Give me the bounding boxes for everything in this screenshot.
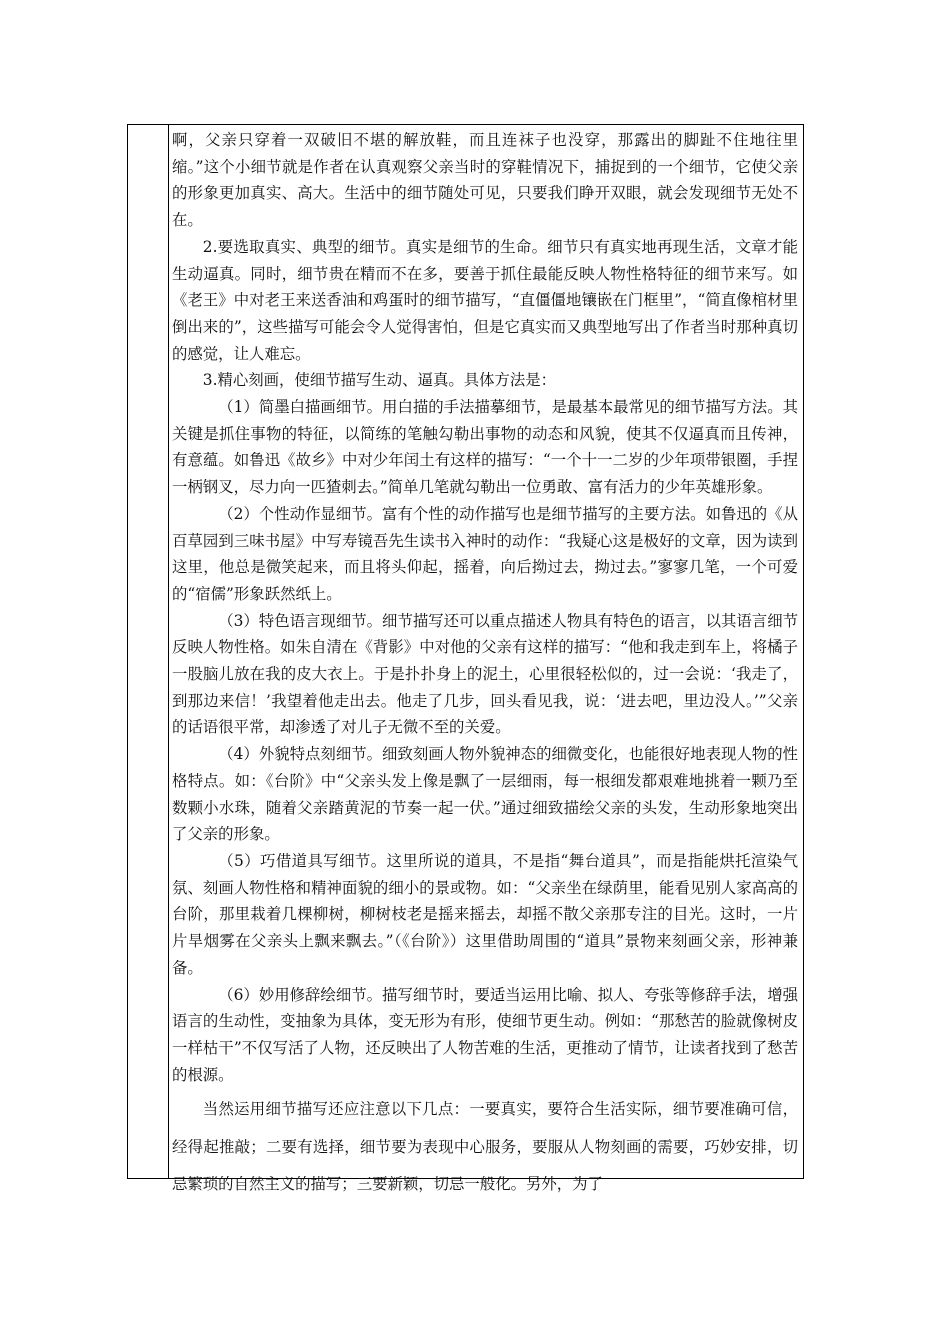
content-table [127, 124, 804, 1194]
paragraph: 2.要选取真实、典型的细节。真实是细节的生命。细节只有真实地再现生活，文章才能生动逼真。同时，细节贵在精而不在多，要善于抓住最能反映人物性格特征的细节来写。如《老王》中对老王来送香油和鸡蛋时的细节描写，“直僵僵地镶嵌在门框里”，“简直像棺材里倒出来的”，这些描写可能会令人觉得害怕，但是它真实而又典型地写出了作者当时那种真切的感觉，让人难忘。 [172, 237, 798, 363]
paragraph: （5）巧借道具写细节。这里所说的道具，不是指“舞台道具”，而是指能烘托渲染气氛、刻画人物性格和精神面貌的细小的景或物。如：“父亲坐在绿荫里，能看见别人家高高的台阶，那里栽着几棵柳树，柳树枝老是摇来摇去，却摇不散父亲那专注的目光。这时，一片片旱烟雾在父亲头上飘来飘去。”（《台阶》）这里借助周围的“道具”景物来刻画父亲，形神兼备。 [172, 851, 798, 977]
paragraph: （1）简墨白描画细节。用白描的手法描摹细节，是最基本最常见的细节描写方法。其关键是抓住事物的特征，以简练的笔触勾勒出事物的动态和风貌，使其不仅逼真而且传神，有意蕴。如鲁迅《故乡》中对少年闰土有这样的描写：“一个十一二岁的少年项带银圈，手捏一柄钢叉，尽力向一匹猹刺去。”简单几笔就勾勒出一位勇敢、富有活力的少年英雄形象。 [172, 398, 798, 497]
paragraph: （2）个性动作显细节。富有个性的动作描写也是细节描写的主要方法。如鲁迅的《从百草园到三味书屋》中写寿镜吾先生读书入神时的动作：“我疑心这是极好的文章，因为读到这里，他总是微笑起来，而且将头仰起，摇着，向后拗过去，拗过去。”寥寥几笔，一个可爱的“宿儒”形象跃然纸上。 [172, 504, 798, 603]
paragraph: 当然运用细节描写还应注意以下几点：一要真实，要符合生活实际，细节要准确可信，经得起推敲；二要有选择，细节要为表现中心服务，要服从人物刻画的需要，巧妙安排，切忌繁琐的自然主义的描写；三要新颖，切忌一般化。另外，为了 [172, 1100, 798, 1194]
content-cell [172, 127, 798, 1204]
paragraph: 啊，父亲只穿着一双破旧不堪的解放鞋，而且连袜子也没穿，那露出的脚趾不住地往里缩。”这个小细节就是作者在认真观察父亲当时的穿鞋情况下，捕捉到的一个细节，它使父亲的形象更加真实、高大。生活中的细节随处可见，只要我们睁开双眼，就会发现细节无处不在。 [172, 131, 798, 230]
paragraph: （3）特色语言现细节。细节描写还可以重点描述人物具有特色的语言，以其语言细节反映人物性格。如朱自清在《背影》中对他的父亲有这样的描写：“他和我走到车上，将橘子一股脑儿放在我的皮大衣上。于是扑扑身上的泥土，心里很轻松似的，过一会说：‘我走了，到那边来信！’我望着他走出去。他走了几步，回头看见我，说：‘进去吧，里边没人。’”父亲的话语很平常，却渗透了对儿子无微不至的关爱。 [172, 611, 798, 737]
paragraph: （6）妙用修辞绘细节。描写细节时，要适当运用比喻、拟人、夸张等修辞手法，增强语言的生动性，变抽象为具体，变无形为有形，使细节更生动。例如：“那愁苦的脸就像树皮一样枯干”不仅写活了人物，还反映出了人物苦难的生活，更推动了情节，让读者找到了愁苦的根源。 [172, 985, 798, 1084]
paragraph: 3.精心刻画，使细节描写生动、逼真。具体方法是： [202, 371, 557, 390]
label-column [128, 125, 169, 1178]
paragraph: （4）外貌特点刻细节。细致刻画人物外貌神态的细微变化，也能很好地表现人物的性格特点。如：《台阶》中“父亲头发上像是飘了一层细雨，每一根细发都艰难地挑着一颗乃至数颗小水珠，随着父亲踏黄泥的节奏一起一伏。”通过细致描绘父亲的头发，生动形象地突出了父亲的形象。 [172, 745, 798, 844]
